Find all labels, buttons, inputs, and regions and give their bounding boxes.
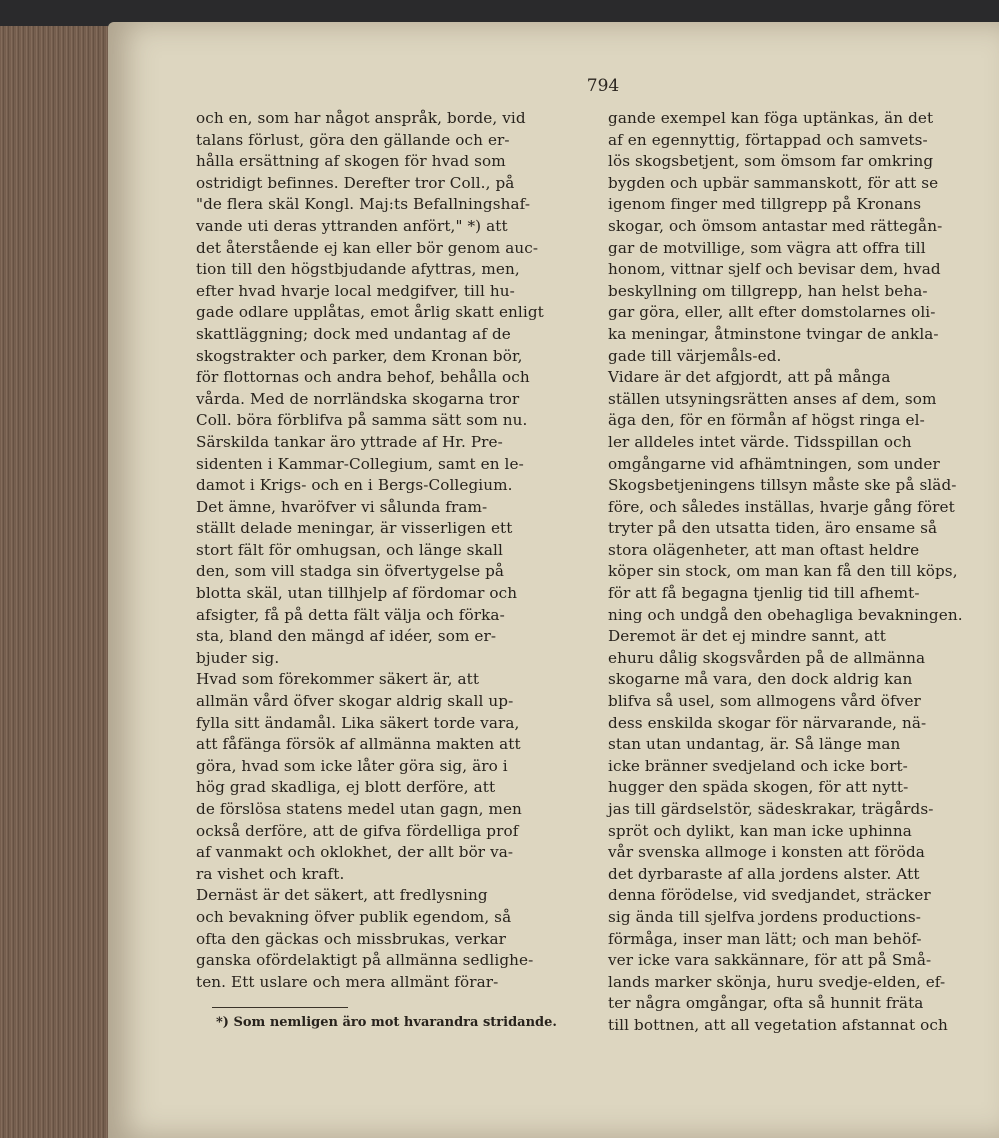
text-line: beskyllning om tillgrepp, han helst beha- <box>608 281 928 300</box>
text-line: det återstående ej kan eller bör genom auc- <box>196 238 539 257</box>
text-line: icke bränner svedjeland och icke bort- <box>608 756 908 775</box>
text-line: Deremot är det ej mindre sannt, att <box>608 627 886 646</box>
text-line: gande exempel kan föga uptänkas, än det <box>608 109 934 127</box>
text-line: af en egennyttig, förtappad och samvets- <box>608 130 928 149</box>
text-line: blifva så usel, som allmogens vård öfver <box>608 692 921 711</box>
text-line: de förslösa statens medel utan gagn, men <box>196 800 522 818</box>
text-line: tryter på den utsatta tiden, äro ensame så <box>608 519 938 538</box>
text-line: göra, hvad som icke låter göra sig, äro i <box>196 756 508 775</box>
text-line: ofta den gäckas och missbrukas, verkar <box>196 929 506 948</box>
footnote-rule <box>212 1007 348 1008</box>
text-line: afsigter, få på detta fält välja och förka- <box>196 605 505 624</box>
text-line: lös skogsbetjent, som ömsom far omkring <box>608 152 934 171</box>
text-line: Hvad som förekommer säkert är, att <box>196 670 480 689</box>
text-line: bjuder sig. <box>196 648 280 667</box>
text-line: damot i Krigs- och en i Bergs-Collegium. <box>196 476 513 495</box>
text-line: "de flera skäl Kongl. Maj:ts Befallningshaf- <box>196 195 531 214</box>
text-line: gade till värjemåls-ed. <box>608 346 782 365</box>
text-line: af vanmakt och oklokhet, der allt bör va- <box>196 843 514 862</box>
text-line: Särskilda tankar äro yttrade af Hr. Pre- <box>196 432 503 451</box>
text-line: äga den, för en förmån af högst ringa el- <box>608 411 925 430</box>
text-line: sig ända till sjelfva jordens productions- <box>608 907 921 926</box>
text-line: ra vishet och kraft. <box>196 864 345 883</box>
text-line: för flottornas och andra behof, behålla och <box>196 368 530 387</box>
text-line: talans förlust, göra den gällande och er- <box>196 130 510 149</box>
text-line: ning och undgå den obehagliga bevakningen. <box>608 605 963 624</box>
text-line: allmän vård öfver skogar aldrig skall up- <box>196 692 514 711</box>
text-line: Det ämne, hvaröfver vi sålunda fram- <box>196 497 488 516</box>
text-line: bygden och upbär sammanskott, för att se <box>608 173 939 192</box>
text-line: sta, bland den mängd af idéer, som er- <box>196 627 497 646</box>
text-line: Coll. böra förblifva på samma sätt som nu. <box>196 411 528 430</box>
text-line: igenom finger med tillgrepp på Kronans <box>608 195 922 214</box>
text-line: och en, som har något anspråk, borde, vid <box>196 109 526 127</box>
text-line: hålla ersättning af skogen för hvad som <box>196 152 506 171</box>
text-line: för att få begagna tjenlig tid till afhemt- <box>608 584 920 603</box>
text-line: dess enskilda skogar för närvarande, nä- <box>608 713 927 732</box>
page-number: 794 <box>586 76 620 96</box>
text-line: gar göra, eller, allt efter domstolarnes oli- <box>608 303 936 322</box>
right-text-column <box>608 108 988 1037</box>
text-line: ostridigt befinnes. Derefter tror Coll., på <box>196 173 515 192</box>
footnote: *) Som nemligen äro mot hvarandra stridande. <box>216 1015 557 1030</box>
text-line: vårda. Med de norrländska skogarna tror <box>196 389 520 408</box>
text-line: stora olägenheter, att man oftast heldre <box>608 540 920 559</box>
text-line: hög grad skadliga, ej blott derföre, att <box>196 778 496 797</box>
text-line: ten. Ett uslare och mera allmänt förar- <box>196 972 499 991</box>
text-line: ställt delade meningar, är visserligen ett <box>196 519 513 538</box>
text-line: ver icke vara sakkännare, för att på Små- <box>608 951 932 970</box>
text-line: också derföre, att de gifva fördelliga prof <box>196 821 519 840</box>
text-line: ställen utsyningsrätten anses af dem, som <box>608 389 937 408</box>
text-line: honom, vittnar sjelf och bevisar dem, hvad <box>608 260 941 279</box>
text-line: till bottnen, att all vegetation afstannat och <box>608 1015 948 1034</box>
text-line: fylla sitt ändamål. Lika säkert torde vara, <box>196 713 520 732</box>
text-line: omgångarne vid afhämtningen, som under <box>608 454 940 473</box>
text-line: ler alldeles intet värde. Tidsspillan och <box>608 432 912 451</box>
text-line: förmåga, inser man lätt; och man behöf- <box>608 929 922 948</box>
text-line: stort fält för omhugsan, och länge skall <box>196 540 503 559</box>
text-line: lands marker skönja, huru svedje-elden, ef- <box>608 972 946 991</box>
text-line: jas till gärdselstör, sädeskrakar, trägårds- <box>608 800 934 818</box>
text-line: efter hvad hvarje local medgifver, till hu- <box>196 281 515 300</box>
text-line: ehuru dålig skogsvården på de allmänna <box>608 648 926 667</box>
text-line: Dernäst är det säkert, att fredlysning <box>196 886 488 905</box>
text-line: hugger den späda skogen, för att nytt- <box>608 778 909 797</box>
text-line: vår svenska allmoge i konsten att föröda <box>608 843 925 862</box>
left-text-column <box>196 108 568 993</box>
text-line: sidenten i Kammar-Collegium, samt en le- <box>196 454 524 473</box>
text-line: stan utan undantag, är. Så länge man <box>608 735 901 754</box>
text-line: skogarne må vara, den dock aldrig kan <box>608 670 913 689</box>
text-line: den, som vill stadga sin öfvertygelse på <box>196 562 505 581</box>
text-line: Vidare är det afgjordt, att på många <box>608 368 891 387</box>
text-line: ter några omgångar, ofta så hunnit fräta <box>608 994 924 1013</box>
text-line: skogstrakter och parker, dem Kronan bör, <box>196 346 523 365</box>
text-line: spröt och dylikt, kan man icke uphinna <box>608 821 912 840</box>
text-line: det dyrbaraste af alla jordens alster. Att <box>608 864 920 883</box>
text-line: blotta skäl, utan tillhjelp af fördomar och <box>196 584 518 603</box>
text-line: skogar, och ömsom antastar med rättegån- <box>608 216 943 235</box>
text-line: tion till den högstbjudande afyttras, men, <box>196 260 520 279</box>
text-line: ganska ofördelaktigt på allmänna sedlighe- <box>196 951 534 970</box>
text-line: före, och således inställas, hvarje gång föret <box>608 497 955 516</box>
text-line: att fåfänga försök af allmänna makten att <box>196 735 521 754</box>
text-line: och bevakning öfver publik egendom, så <box>196 907 512 926</box>
text-line: vande uti deras yttranden anfört," *) att <box>196 216 508 235</box>
text-line: gar de motvillige, som vägra att offra till <box>608 238 926 257</box>
text-line: gade odlare upplåtas, emot årlig skatt enligt <box>196 303 544 322</box>
text-line: köper sin stock, om man kan få den till köps, <box>608 562 958 581</box>
text-line: ka meningar, åtminstone tvingar de ankla- <box>608 324 939 343</box>
text-line: Skogsbetjeningens tillsyn måste ske på släd- <box>608 476 957 495</box>
text-line: skattläggning; dock med undantag af de <box>196 324 511 343</box>
text-line: denna förödelse, vid svedjandet, sträcker <box>608 886 931 905</box>
book-fore-edge <box>0 26 115 1138</box>
